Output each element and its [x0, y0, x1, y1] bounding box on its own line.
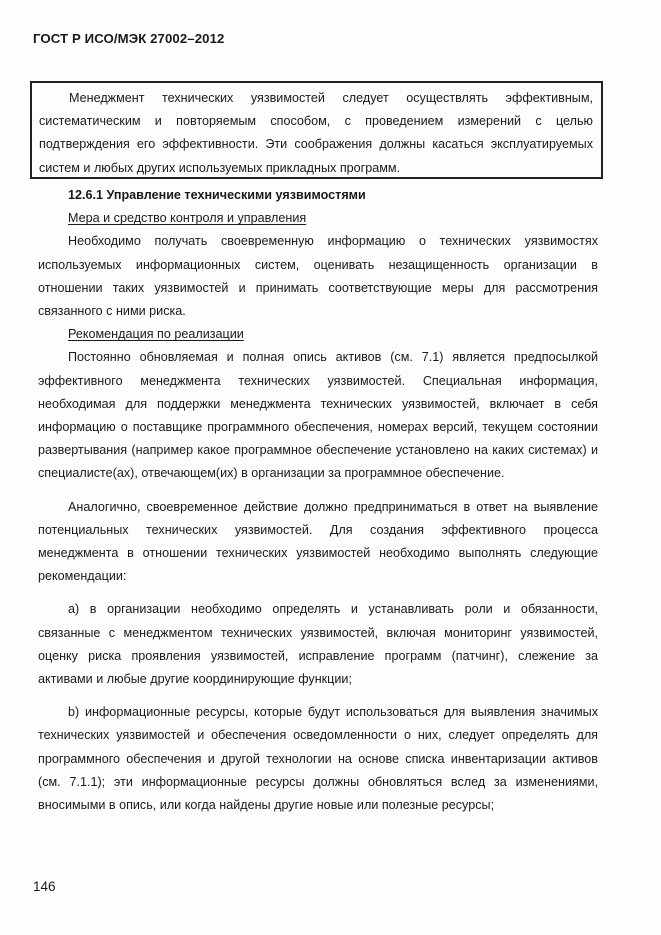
list-item-b: b) информационные ресурсы, которые будут использоваться для выявления значимых технических уязвимостей и обеспечения осведомленности о них, следует определять для программного обеспечения и другой технологии на основе списка инвентаризации активов (см. 7.1.1); эти информационные ресурсы должны обновляться вслед за изменениями, вносимыми в опись, или когда найдены другие новые или полезные ресурсы;: [38, 705, 598, 813]
guidance-heading-text: Рекомендация по реализации: [68, 327, 244, 342]
control-paragraph: Необходимо получать своевременную информацию о технических уязвимостях используемых информационных систем, оценивать незащищенность организации в отношении таких уязвимостей и принимать соответствующие меры для рассмотрения связанного с ними риска.: [38, 234, 598, 319]
control-heading: [38, 207, 598, 230]
section-title: 12.6.1 Управление техническими уязвимостями: [68, 188, 366, 202]
page-number: 146: [33, 879, 56, 894]
boxed-note-text: Менеджмент технических уязвимостей следует осуществлять эффективным, систематическим и повторяемым способом, с проведением измерений с целью подтверждения его эффективности. Эти соображения должны касаться эксплуатируемых систем и любых других используемых прикладных программ.: [39, 91, 593, 175]
control-heading-text: Мера и средство контроля и управления: [68, 211, 307, 226]
guidance-paragraph-2: Аналогично, своевременное действие должно предприниматься в ответ на выявление потенциальных технических уязвимостей. Для создания эффективного процесса менеджмента в отношении технических уязвимостей необходимо выполнять следующие рекомендации:: [38, 499, 598, 584]
section-content: [38, 184, 598, 817]
document-header: ГОСТ Р ИСО/МЭК 27002–2012: [33, 31, 225, 46]
guidance-heading: [38, 323, 598, 346]
guidance-paragraph-1: Постоянно обновляемая и полная опись активов (см. 7.1) является предпосылкой эффективного менеджмента технических уязвимостей. Специальная информация, необходимая для поддержки менеджмента технических уязвимостей, включает в себя информацию о поставщике программного обеспечения, номерах версий, текущем состоянии развертывания (например какое программное обеспечение установлено на каких системах) и специалисте(ах), отвечающем(их) в организации за программное обеспечение.: [38, 350, 598, 481]
list-item-a: a) в организации необходимо определять и устанавливать роли и обязанности, связанные с менеджментом технических уязвимостей, включая мониторинг уязвимостей, оценку риска проявления уязвимостей, исправление программ (патчинг), слежение за активами и любые другие координирующие функции;: [38, 602, 598, 687]
boxed-note: [30, 81, 603, 179]
